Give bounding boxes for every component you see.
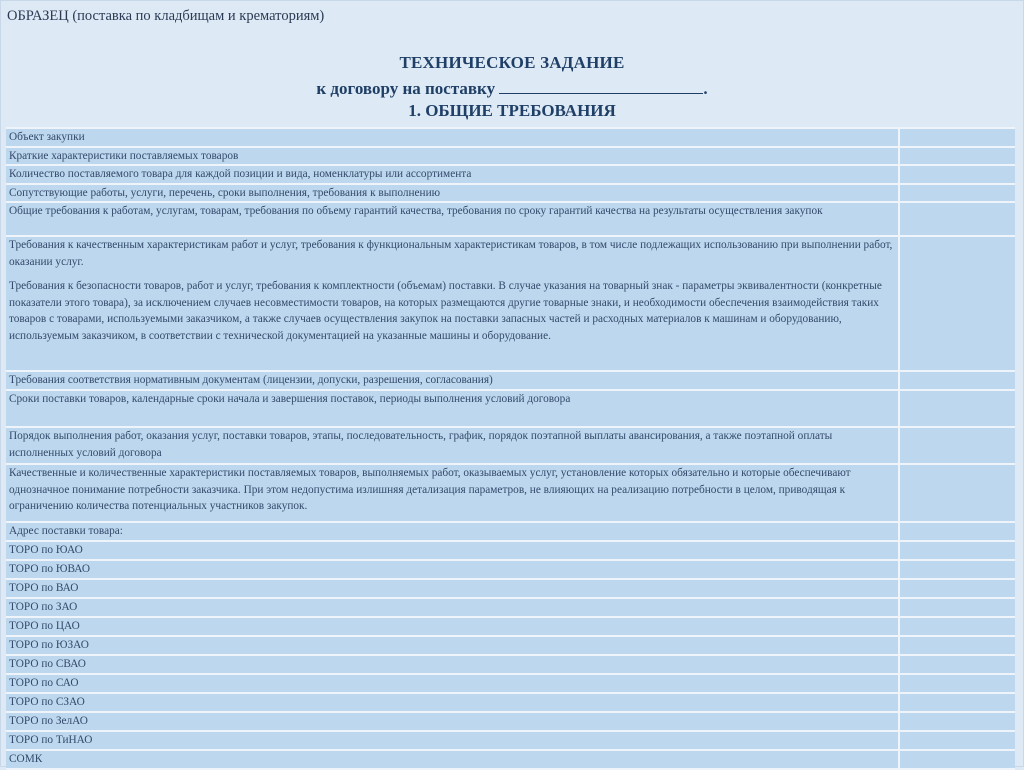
row-label: Краткие характеристики поставляемых товаров <box>6 148 900 165</box>
sample-label: ОБРАЗЕЦ (поставка по кладбищам и крематориям) <box>7 8 325 24</box>
row-paragraph: Требования к качественным характеристикам работ и услуг, требования к функциональным характеристикам товаров, в том числе подлежащих использованию при выполнении работ, оказании услуг. <box>9 239 893 268</box>
row-value-cell[interactable] <box>900 185 1015 202</box>
table-row <box>6 129 1015 146</box>
paragraph-gap <box>9 270 895 278</box>
row-label: Качественные и количественные характеристики поставляемых товаров, выполняемых работ, оказываемых услуг, установление которых обязательно и которые обеспечивают однозначное понимание потребности заказчика. При этом недопустима излишняя детализация параметров, не влияющих на реализацию потребности в целом, приводящая к ограничению количества потенциальных участников закупок. <box>6 465 900 521</box>
row-value-cell[interactable] <box>900 618 1015 635</box>
table-row <box>6 656 1015 673</box>
row-value-cell[interactable] <box>900 465 1015 521</box>
row-label: ТОРО по СЗАО <box>6 694 900 711</box>
row-label: ТОРО по ВАО <box>6 580 900 597</box>
subtitle-suffix: . <box>703 79 708 98</box>
table-row <box>6 599 1015 616</box>
row-label: Сопутствующие работы, услуги, перечень, сроки выполнения, требования к выполнению <box>6 185 900 202</box>
contract-blank-line <box>499 78 703 94</box>
row-value-cell[interactable] <box>900 580 1015 597</box>
table-row <box>6 694 1015 711</box>
table-row <box>6 185 1015 202</box>
row-value-cell[interactable] <box>900 428 1015 463</box>
row-value-cell[interactable] <box>900 391 1015 426</box>
table-row <box>6 675 1015 692</box>
table-row <box>6 713 1015 730</box>
row-label: ТОРО по ЮВАО <box>6 561 900 578</box>
row-value-cell[interactable] <box>900 694 1015 711</box>
row-value-cell[interactable] <box>900 166 1015 183</box>
row-label: ТОРО по ЮАО <box>6 542 900 559</box>
section-heading: 1. ОБЩИЕ ТРЕБОВАНИЯ <box>408 101 616 120</box>
row-label: ТОРО по ЦАО <box>6 618 900 635</box>
row-value-cell[interactable] <box>900 732 1015 749</box>
row-value-cell[interactable] <box>900 713 1015 730</box>
row-value-cell[interactable] <box>900 561 1015 578</box>
row-label: Сроки поставки товаров, календарные сроки начала и завершения поставок, периоды выполнения условий договора <box>6 391 900 426</box>
row-label: Требования соответствия нормативным документам (лицензии, допуски, разрешения, согласования) <box>6 372 900 389</box>
row-value-cell[interactable] <box>900 637 1015 654</box>
row-label: Общие требования к работам, услугам, товарам, требования по объему гарантий качества, требования по сроку гарантий качества на результаты осуществления закупок <box>6 203 900 235</box>
row-value-cell[interactable] <box>900 148 1015 165</box>
table-row <box>6 732 1015 749</box>
document-subtitle <box>0 78 1024 99</box>
table-row <box>6 391 1015 426</box>
row-label: ТОРО по ЮЗАО <box>6 637 900 654</box>
row-label: ТОРО по ТиНАО <box>6 732 900 749</box>
row-value-cell[interactable] <box>900 599 1015 616</box>
table-row <box>6 237 1015 370</box>
row-label: ТОРО по ЗАО <box>6 599 900 616</box>
table-row <box>6 618 1015 635</box>
row-label: Адрес поставки товара: <box>6 523 900 540</box>
row-label: ТОРО по ЗелАО <box>6 713 900 730</box>
table-row <box>6 148 1015 165</box>
row-value-cell[interactable] <box>900 523 1015 540</box>
row-value-cell[interactable] <box>900 751 1015 768</box>
row-label <box>6 237 900 370</box>
row-value-cell[interactable] <box>900 675 1015 692</box>
row-paragraph: Требования к безопасности товаров, работ и услуг, требования к комплектности (объемам) поставки. В случае указания на товарный знак - параметры эквивалентности (конкретные показатели этого товара), за исключением случаев несовместимости товаров, на которых размещаются другие товарные знаки, и необходимости обеспечения взаимодействия таких товаров с товарами, используемыми заказчиком, а также случаев осуществления закупок на поставки запасных частей и расходных материалов к машинам и оборудованию, используемым заказчиком, в соответствии с технической документацией на указанные машины и оборудование. <box>9 280 882 342</box>
row-value-cell[interactable] <box>900 372 1015 389</box>
table-row <box>6 561 1015 578</box>
row-value-cell[interactable] <box>900 542 1015 559</box>
document-title: ТЕХНИЧЕСКОЕ ЗАДАНИЕ <box>399 53 625 72</box>
row-label: Объект закупки <box>6 129 900 146</box>
table-row <box>6 637 1015 654</box>
row-label: Порядок выполнения работ, оказания услуг, поставки товаров, этапы, последовательность, график, порядок поэтапной выплаты авансирования, а также поэтапной оплаты исполненных условий договора <box>6 428 900 463</box>
row-label: ТОРО по СВАО <box>6 656 900 673</box>
row-value-cell[interactable] <box>900 237 1015 370</box>
subtitle-prefix: к договору на поставку <box>316 79 496 98</box>
table-row <box>6 751 1015 768</box>
table-row <box>6 580 1015 597</box>
requirements-table <box>6 127 1015 770</box>
row-label: ТОРО по САО <box>6 675 900 692</box>
row-value-cell[interactable] <box>900 656 1015 673</box>
table-row <box>6 465 1015 521</box>
table-row <box>6 203 1015 235</box>
table-row <box>6 428 1015 463</box>
table-row <box>6 372 1015 389</box>
table-row <box>6 523 1015 540</box>
row-label: Количество поставляемого товара для каждой позиции и вида, номенклатуры или ассортимента <box>6 166 900 183</box>
table-row <box>6 542 1015 559</box>
row-label: СОМК <box>6 751 900 768</box>
row-value-cell[interactable] <box>900 129 1015 146</box>
table-row <box>6 166 1015 183</box>
row-value-cell[interactable] <box>900 203 1015 235</box>
